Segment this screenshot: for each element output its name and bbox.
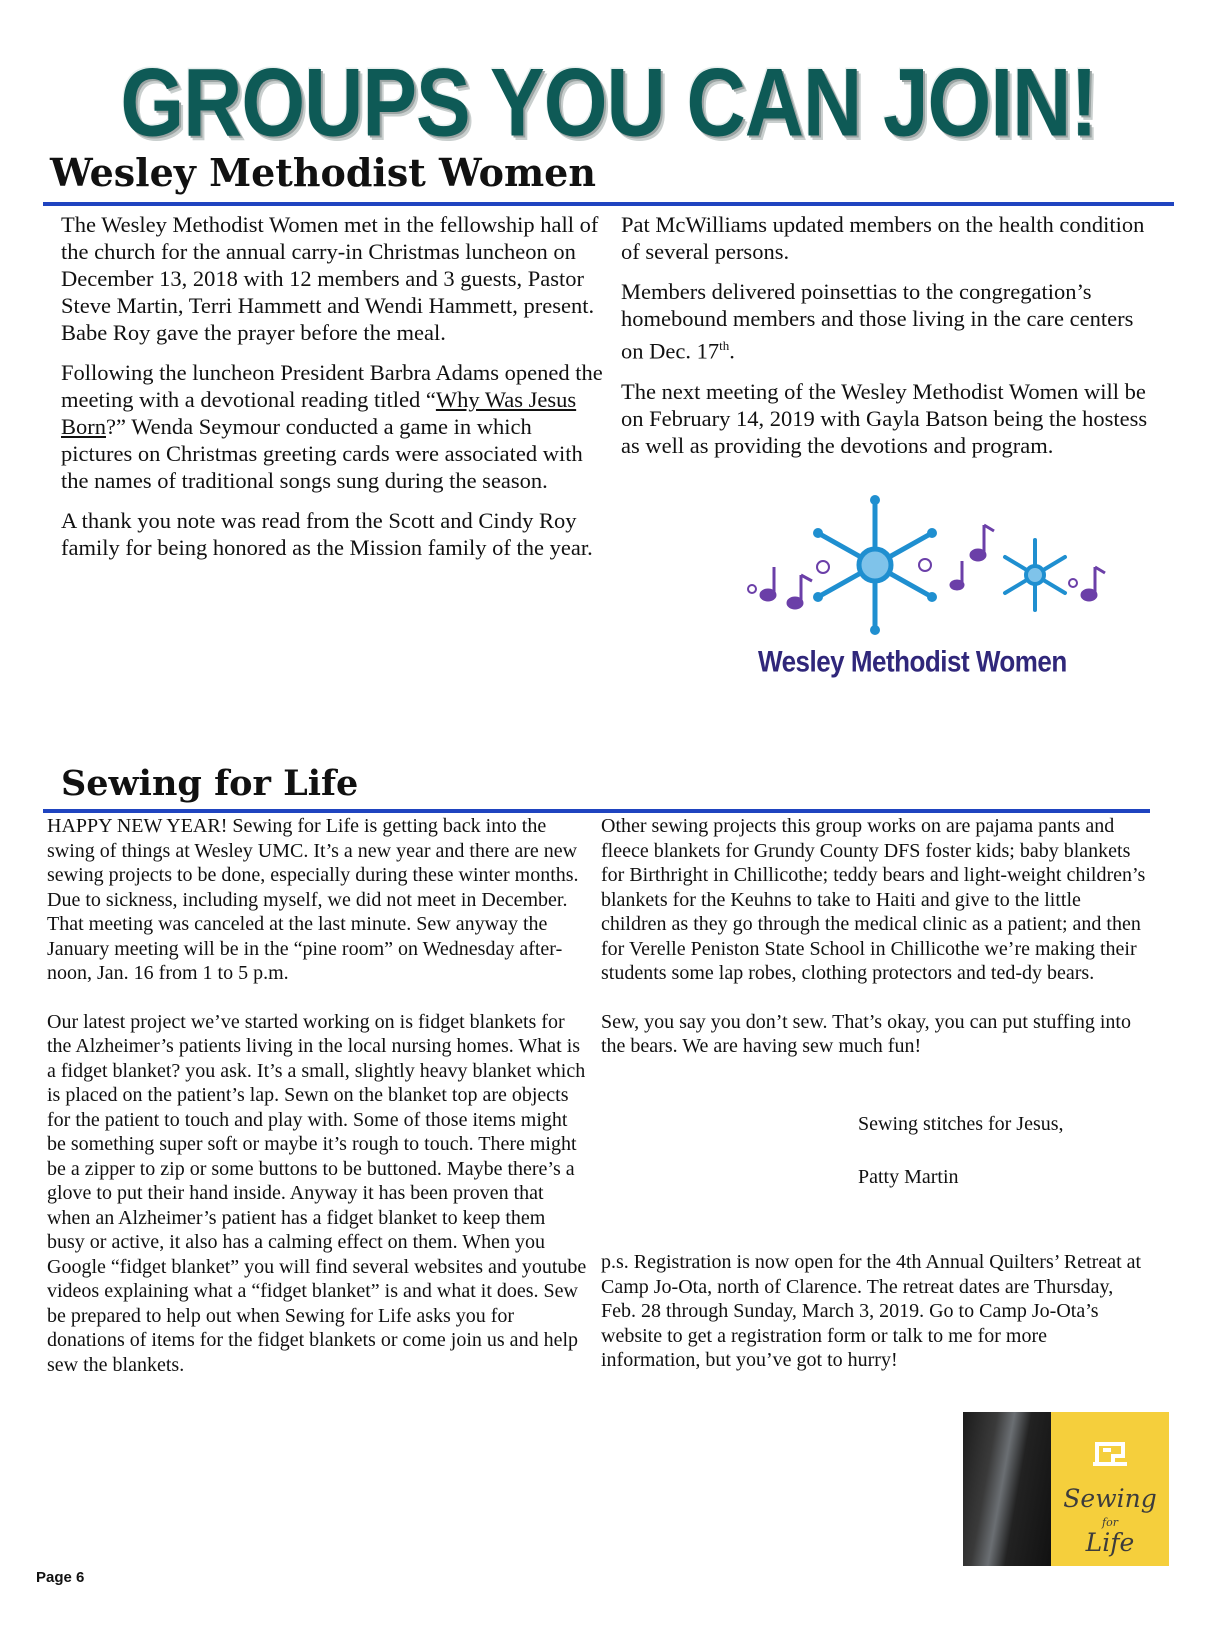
paragraph-text: ?” Wenda Seymour conducted a game in which pictures on Christmas greeting cards were associated with the names of traditional songs sung during the season.	[61, 414, 583, 493]
sewing-logo-word: Life	[1085, 1528, 1135, 1557]
wesley-paragraph	[621, 278, 1161, 365]
wesley-section-title: Wesley Methodist Women	[50, 150, 596, 195]
sewing-logo-panel	[1051, 1412, 1169, 1566]
wesley-left-column	[61, 211, 606, 574]
devotional-title: Why Was Jesus Born	[61, 387, 577, 439]
wesley-paragraph: The next meeting of the Wesley Methodist Women will be on February 14, 2019 with Gayla Batson being the hostess as well as providing the devotions and program.	[621, 378, 1148, 458]
page-number: Page 6	[36, 1569, 85, 1586]
sewing-left-column	[47, 814, 587, 1377]
sewing-paragraph: Other sewing projects this group works on are pajama pants and fleece blankets for Grundy County DFS foster kids; baby blankets for Birthright in Chillicothe; teddy bears and light-weight children’s blankets for the Keuhns to take to Haiti and give to the little children as they go through the medical clinic as a patient; and then for Verelle Peniston State School in Chillicothe we’re making their students some lap robes, clothing protectors and ted-dy bears.	[601, 815, 1146, 984]
sewing-for-life-logo	[963, 1412, 1169, 1566]
wesley-paragraph: The Wesley Methodist Women met in the fellowship hall of the church for the annual carry-in Christmas luncheon on December 13, 2018 with 12 members and 3 guests, Pastor Steve Martin, Terri Hammett and Wendi Hammett, present. Babe Roy gave the prayer before the meal.	[61, 212, 599, 345]
paragraph-text: .	[729, 338, 735, 364]
sewing-machine-photo	[963, 1412, 1051, 1566]
sewing-logo-word: for	[1102, 1516, 1118, 1529]
paragraph-text: Members delivered poinsettias to the congregation’s homebound members and those living in the care centers on Dec. 17	[621, 279, 1134, 364]
snowflake-music-icon	[740, 495, 1120, 645]
snowflake-small-icon	[1005, 540, 1065, 610]
wesley-section-rule	[43, 202, 1174, 206]
wesley-paragraph: Pat McWilliams updated members on the health condition of several persons.	[621, 212, 1145, 264]
paragraph-text: Following the luncheon President Barbra Adams opened the meeting with a devotional reading titled “	[61, 360, 603, 412]
ordinal-suffix: th	[719, 338, 730, 353]
sewing-paragraph: Our latest project we’ve started working on is fidget blankets for the Alzheimer’s patients living in the local nursing homes. What is a fidget blanket? you ask. It’s a small, slightly heavy blanket which is placed on the patient’s lap. Sewn on the blanket top are objects for the patient to touch and play with. Some of those items might be something super soft or maybe it’s rough to touch. There might be a zipper to zip or some buttons to be buttoned. Maybe there’s a glove to put their hand inside. Anyway it has been proven that when an Alzheimer’s patient has a fidget blanket to keep them busy or active, it also has a calming effect on them. When you Google “fidget blanket” you will find several websites and youtube videos explaining what a “fidget blanket” is and what it does. Sew be prepared to help out when Sewing for Life asks you for donations of items for the fidget blankets or come join us and help sew the blankets.	[47, 1010, 587, 1376]
snowflake-large-icon	[818, 500, 932, 630]
sewing-right-column	[601, 814, 1149, 1059]
page-banner: GROUPS YOU CAN JOIN!	[120, 49, 1097, 157]
sewing-ps-block	[601, 1250, 1149, 1373]
wesley-paragraph	[61, 359, 606, 494]
sewing-paragraph: Sew, you say you don’t sew. That’s okay, you can put stuffing into the bears. We are having sew much fun!	[601, 1010, 1131, 1057]
wesley-right-column	[621, 211, 1161, 472]
signature: Patty Martin	[858, 1166, 959, 1188]
closing-line: Sewing stitches for Jesus,	[858, 1113, 1064, 1135]
sewing-paragraph: p.s. Registration is now open for the 4th Annual Quilters’ Retreat at Camp Jo-Ota, north of Clarence. The retreat dates are Thursday, Feb. 28 through Sunday, March 3, 2019. Go to Camp Jo-Ota’s website to get a registration form or talk to me for more information, but you’ve got to hurry!	[601, 1251, 1142, 1371]
sewing-machine-icon	[1089, 1438, 1131, 1468]
sewing-paragraph: HAPPY NEW YEAR! Sewing for Life is getting back into the swing of things at Wesley UMC. It’s a new year and there are new sewing projects to be done, especially during these winter months. Due to sickness, including myself, we did not meet in December. That meeting was canceled at the last minute. Sew anyway the January meeting will be in the “pine room” on Wednesday after-noon, Jan. 16 from 1 to 5 p.m.	[47, 815, 579, 984]
wesley-paragraph: A thank you note was read from the Scott and Cindy Roy family for being honored as the Mission family of the year.	[61, 508, 593, 560]
wesley-logo-text: Wesley Methodist Women	[758, 644, 1067, 679]
sewing-section-title: Sewing for Life	[61, 763, 359, 804]
sewing-logo-word: Sewing	[1063, 1484, 1157, 1513]
sewing-section-rule	[43, 809, 1150, 813]
